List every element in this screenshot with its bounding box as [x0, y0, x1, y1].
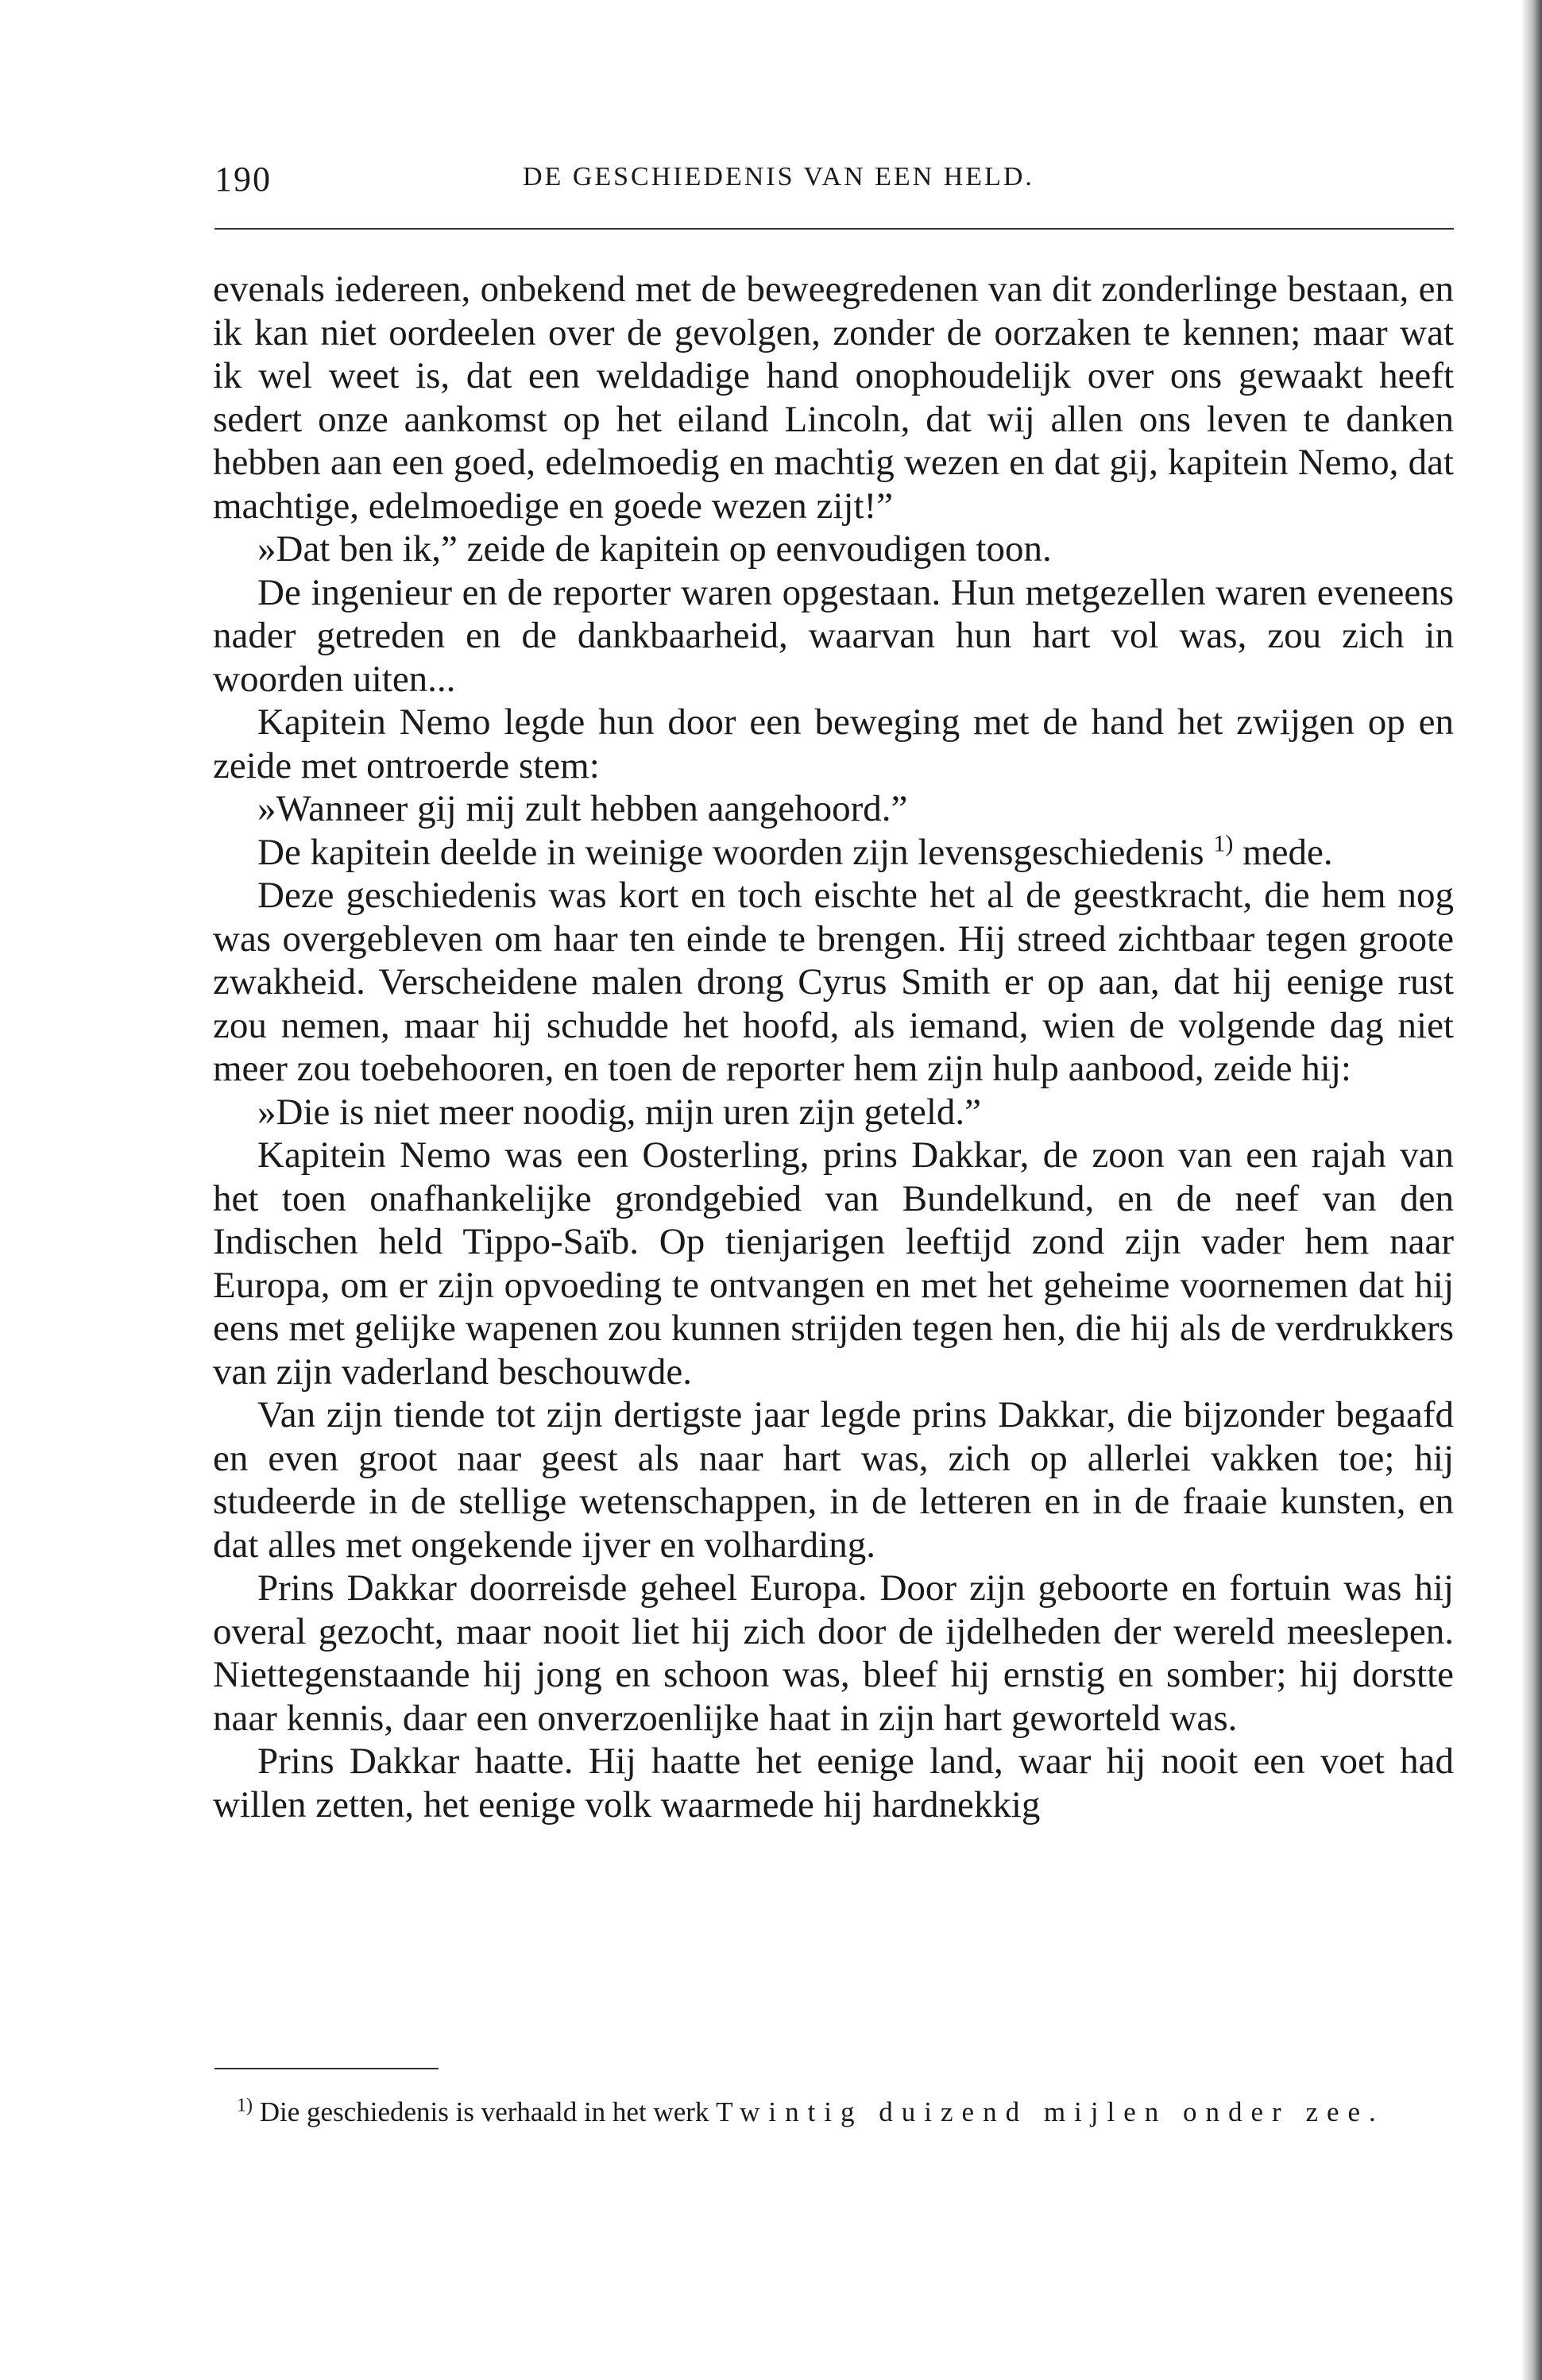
paragraph-text: De kapitein deelde in weinige woorden zijn levensgeschiedenis — [257, 831, 1214, 873]
paragraph: Prins Dakkar doorreisde geheel Europa. Door zijn geboorte en fortuin was hij overal gezocht, maar nooit liet hij zich door de ijdelheden der wereld meeslepen. Niettegenstaande hij jong en schoon was, bleef hij ernstig en somber; hij dorstte naar kennis, daar een onverzoenlijke haat in zijn hart geworteld was. — [213, 1567, 1454, 1739]
paragraph: evenals iedereen, onbekend met de beweegredenen van dit zonderlinge bestaan, en ik kan niet oordeelen over de gevolgen, zonder de oorzaken te kennen; maar wat ik wel weet is, dat een weldadige hand onophoudelijk over ons gewaakt heeft sedert onze aankomst op het eiland Lincoln, dat wij allen ons leven te danken hebben aan een goed, edelmoedig en machtig wezen en dat gij, kapitein Nemo, dat machtige, edelmoedige en goede wezen zijt!” — [213, 269, 1454, 527]
footnote-book-title: Twintig duizend mijlen onder zee. — [716, 2096, 1385, 2127]
paragraph: De ingenieur en de reporter waren opgestaan. Hun metgezellen waren eveneens nader getreden en de dankbaarheid, waarvan hun hart vol was, zou zich in woorden uiten... — [213, 571, 1454, 700]
header-rule — [214, 228, 1454, 230]
body-text — [213, 268, 1454, 1826]
footnote-text: Die geschiedenis is verhaald in het werk — [259, 2096, 709, 2127]
paragraph: Kapitein Nemo legde hun door een beweging met de hand het zwijgen op en zeide met ontroerde stem: — [213, 701, 1454, 786]
running-title: DE GESCHIEDENIS VAN EEN HELD. — [523, 162, 1034, 191]
paragraph: »Dat ben ik,” zeide de kapitein op eenvoudigen toon. — [257, 528, 1052, 570]
paragraph: Deze geschiedenis was kort en toch eischte het al de geestkracht, die hem nog was overgebleven om haar ten einde te brengen. Hij streed zichtbaar tegen groote zwakheid. Verscheidene malen drong Cyrus Smith er op aan, dat hij eenige rust zou nemen, maar hij schudde het hoofd, als iemand, wien de volgende dag niet meer zou toebehooren, en toen de reporter hem zijn hulp aanbood, zeide hij: — [213, 875, 1454, 1089]
footnote — [214, 2094, 1454, 2131]
paragraph: »Die is niet meer noodig, mijn uren zijn geteld.” — [257, 1091, 982, 1133]
footnote-paragraph — [214, 2094, 1454, 2131]
paragraph: Van zijn tiende tot zijn dertigste jaar legde prins Dakkar, die bijzonder begaafd en even groot naar geest als naar hart was, zich op allerlei vakken toe; hij studeerde in de stellige wetenschappen, in de letteren en in de fraaie kunsten, en dat alles met ongekende ijver en volharding. — [213, 1394, 1454, 1566]
page-number: 190 — [214, 160, 272, 199]
paragraph — [213, 831, 1454, 875]
footnote-marker: 1) — [237, 2095, 253, 2116]
paragraph: Kapitein Nemo was een Oosterling, prins Dakkar, de zoon van een rajah van het toen onafhankelijke grondgebied van Bundelkund, en de neef van den Indischen held Tippo-Saïb. Op tienjarigen leeftijd zond zijn vader hem naar Europa, om er zijn opvoeding te ontvangen en met het geheime voornemen dat hij eens met gelijke wapenen zou kunnen strijden tegen hen, die hij als de verdrukkers van zijn vaderland beschouwde. — [213, 1134, 1454, 1393]
paragraph-text: mede. — [1233, 831, 1333, 873]
paragraph: Prins Dakkar haatte. Hij haatte het eenige land, waar hij nooit een voet had willen zetten, het eenige volk waarmede hij hardnekkig — [213, 1741, 1454, 1826]
footnote-reference: 1) — [1213, 829, 1234, 856]
running-head — [214, 159, 1454, 207]
page-edge-shadow — [1521, 0, 1542, 2380]
paragraph: »Wanneer gij mij zult hebben aangehoord.” — [257, 788, 908, 829]
footnote-rule — [214, 2068, 439, 2069]
